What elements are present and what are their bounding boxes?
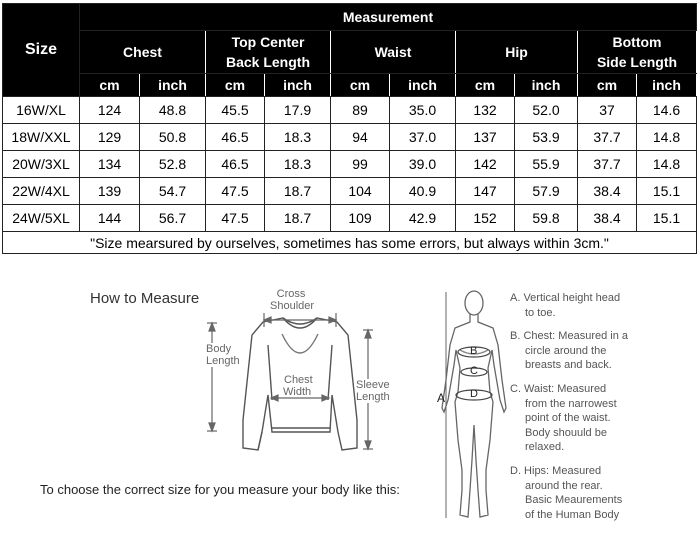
size-cell: 24W/5XL (3, 205, 80, 232)
letter-d: D (470, 388, 478, 400)
value-cell: 104 (331, 178, 390, 205)
note-line: from the narrowest (525, 397, 617, 410)
value-cell: 35.0 (390, 97, 456, 124)
value-cell: 14.8 (637, 151, 697, 178)
value-cell: 137 (456, 124, 515, 151)
unit-header: cm (206, 74, 265, 97)
value-cell: 99 (331, 151, 390, 178)
value-cell: 52.0 (515, 97, 578, 124)
value-cell: 54.7 (140, 178, 206, 205)
how-to-measure-title: How to Measure (90, 290, 200, 307)
value-cell: 38.4 (578, 178, 637, 205)
value-cell: 52.8 (140, 151, 206, 178)
note-line: relaxed. (525, 441, 565, 454)
note-line: of the Human Body (525, 508, 620, 521)
sleeve-length-label-2: Length (356, 391, 390, 403)
value-cell: 147 (456, 178, 515, 205)
value-cell: 18.3 (265, 151, 331, 178)
value-cell: 124 (80, 97, 140, 124)
value-cell: 142 (456, 151, 515, 178)
value-cell: 53.9 (515, 124, 578, 151)
value-cell: 37.7 (578, 124, 637, 151)
value-cell: 57.9 (515, 178, 578, 205)
unit-header: cm (80, 74, 140, 97)
body-length-arrow (207, 323, 217, 431)
note-line: A. Vertical height head (510, 292, 621, 304)
cross-shoulder-label-1: Cross (276, 288, 306, 300)
hip-header: Hip (456, 31, 578, 74)
value-cell: 56.7 (140, 205, 206, 232)
value-cell: 50.8 (140, 124, 206, 151)
letter-b: B (470, 345, 478, 357)
value-cell: 129 (80, 124, 140, 151)
note-line: Body shouuld be (525, 426, 607, 439)
note-line: to toe. (525, 306, 556, 319)
side-length-header: Bottom Side Length (578, 31, 697, 74)
sleeve-length-label-1: Sleeve (356, 379, 390, 391)
size-note: "Size mearsured by ourselves, sometimes has some errors, but always within 3cm." (3, 232, 697, 254)
chest-header: Chest (80, 31, 206, 74)
value-cell: 18.7 (265, 178, 331, 205)
unit-header: inch (637, 74, 697, 97)
value-cell: 17.9 (265, 97, 331, 124)
value-cell: 14.8 (637, 124, 697, 151)
note-line: Basic Meaurements (525, 494, 623, 507)
value-cell: 46.5 (206, 124, 265, 151)
size-cell: 16W/XL (3, 97, 80, 124)
chest-width-label-2: Width (283, 386, 312, 398)
value-cell: 38.4 (578, 205, 637, 232)
value-cell: 15.1 (637, 178, 697, 205)
value-cell: 59.8 (515, 205, 578, 232)
cross-shoulder-label-2: Shoulder (270, 300, 315, 312)
value-cell: 37.7 (578, 151, 637, 178)
value-cell: 89 (331, 97, 390, 124)
unit-header: cm (331, 74, 390, 97)
size-cell: 18W/XXL (3, 124, 80, 151)
value-cell: 139 (80, 178, 140, 205)
value-cell: 47.5 (206, 178, 265, 205)
human-body-figure (442, 291, 506, 517)
value-cell: 37.0 (390, 124, 456, 151)
value-cell: 134 (80, 151, 140, 178)
value-cell: 152 (456, 205, 515, 232)
unit-header: inch (390, 74, 456, 97)
body-measure-notes (510, 291, 628, 522)
unit-header: inch (515, 74, 578, 97)
value-cell: 14.6 (637, 97, 697, 124)
note-line: circle around the (525, 344, 607, 357)
unit-header: inch (140, 74, 206, 97)
value-cell: 132 (456, 97, 515, 124)
letter-c: C (470, 365, 478, 377)
note-line: around the rear. (525, 479, 603, 492)
value-cell: 42.9 (390, 205, 456, 232)
unit-header: inch (265, 74, 331, 97)
size-cell: 22W/4XL (3, 178, 80, 205)
note-line: C. Waist: Measured (510, 382, 607, 395)
note-line: breasts and back. (525, 359, 612, 372)
value-cell: 15.1 (637, 205, 697, 232)
unit-header: cm (456, 74, 515, 97)
value-cell: 45.5 (206, 97, 265, 124)
value-cell: 37 (578, 97, 637, 124)
size-cell: 20W/3XL (3, 151, 80, 178)
note-line: D. Hips: Measured (510, 464, 602, 477)
note-line: B. Chest: Measured in a (510, 330, 629, 343)
value-cell: 109 (331, 205, 390, 232)
value-cell: 46.5 (206, 151, 265, 178)
note-line: point of the waist. (525, 412, 611, 425)
value-cell: 144 (80, 205, 140, 232)
value-cell: 39.0 (390, 151, 456, 178)
letter-a: A (437, 391, 446, 405)
value-cell: 94 (331, 124, 390, 151)
chest-width-label-1: Chest (284, 374, 313, 386)
size-header: Size (3, 4, 80, 97)
value-cell: 48.8 (140, 97, 206, 124)
value-cell: 18.3 (265, 124, 331, 151)
value-cell: 40.9 (390, 178, 456, 205)
value-cell: 55.9 (515, 151, 578, 178)
measurement-header: Measurement (80, 4, 697, 31)
value-cell: 47.5 (206, 205, 265, 232)
value-cell: 18.7 (265, 205, 331, 232)
body-length-label-1: Body (206, 343, 232, 355)
waist-header: Waist (331, 31, 456, 74)
body-length-label-2: Length (206, 355, 240, 367)
unit-header: cm (578, 74, 637, 97)
measure-instruction: To choose the correct size for you measure your body like this: (40, 482, 400, 497)
back-length-header: Top Center Back Length (206, 31, 331, 74)
cross-shoulder-arrow (264, 313, 336, 327)
